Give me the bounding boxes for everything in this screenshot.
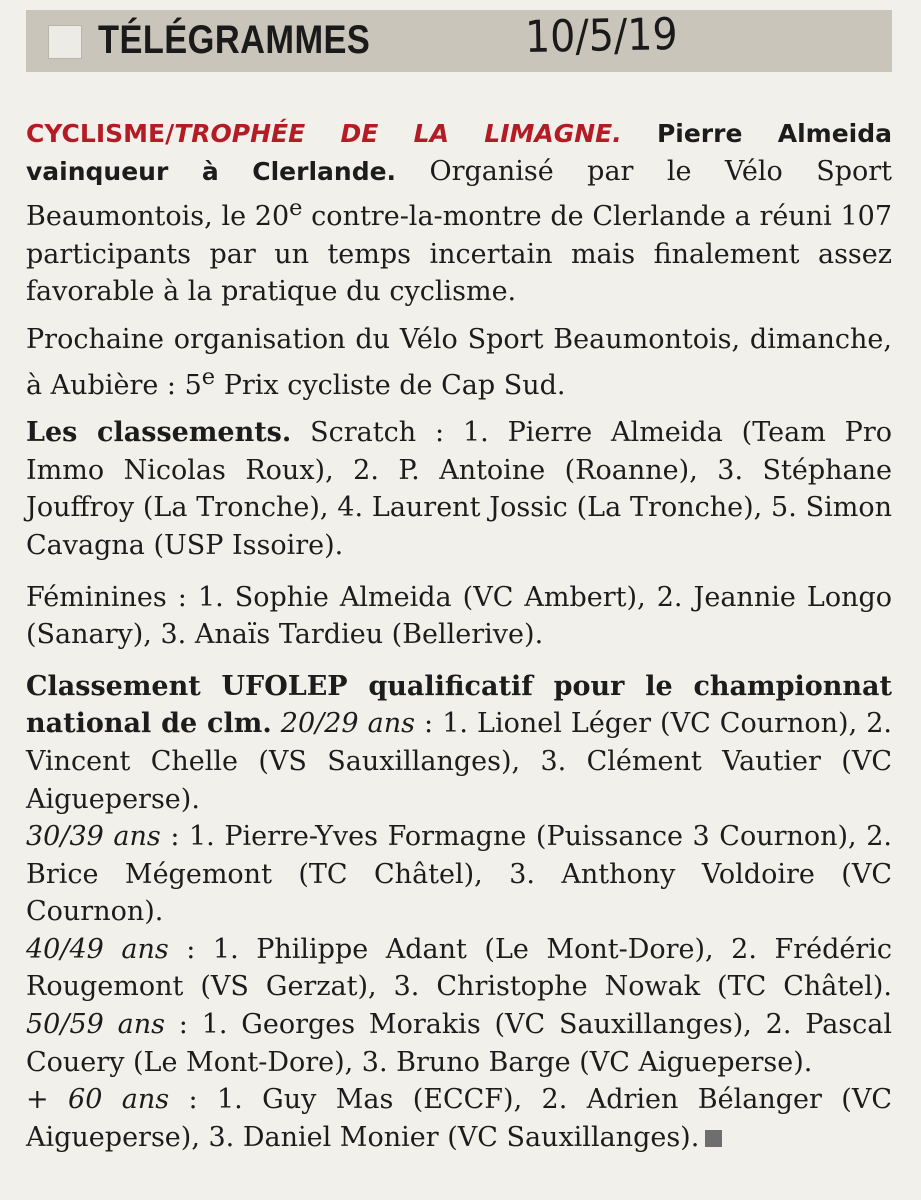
end-of-article-square-icon <box>705 1130 722 1147</box>
ufolep-paragraph <box>26 668 892 818</box>
feminines-paragraph: Féminines : 1. Sophie Almeida (VC Ambert), 2. Jeannie Longo (Sanary), 3. Anaïs Tardieu (Bellerive). <box>26 581 892 651</box>
intro-ordinal: e <box>289 195 303 222</box>
category-40-49: 40/49 ans <box>26 933 169 965</box>
paragraph-30-39 <box>26 818 892 931</box>
scratch-paragraph <box>26 414 892 564</box>
category-50-59: 50/59 ans <box>26 1009 165 1041</box>
rubric: CYCLISME <box>26 119 166 148</box>
results-20-29: : 1. Lionel Léger (VC Cournon), 2. Vincent Chelle (VS Sauxillanges), 3. Clément Vautier (VC Aigueperse). <box>26 708 892 815</box>
next-event-paragraph <box>26 321 892 404</box>
article-body <box>26 115 892 1156</box>
results-40-49: : 1. Philippe Adant (Le Mont-Dore), 2. Frédéric Rougemont (VS Gerzat), 3. Christophe Nowak (TC Châtel). <box>26 933 892 1003</box>
intro-text-rest: contre-la-montre de Clerlande a réuni 107 participants par un temps incertain mais finalement assez favorable à la pratique du cyclisme. <box>26 201 892 308</box>
subrubric: TROPHÉE DE LA LIMAGNE. <box>174 119 622 148</box>
category-20-29: 20/29 ans <box>280 708 415 740</box>
scratch-results: Scratch : 1. Pierre Almeida (Team Pro Immo Nicolas Roux), 2. P. Antoine (Roanne), 3. Stéphane Jouffroy (La Tronche), 4. Laurent Jossic (La Tronche), 5. Simon Cavagna (USP Issoire). <box>26 417 892 561</box>
next-event-ordinal: e <box>201 363 216 390</box>
section-header-band <box>26 10 892 72</box>
classements-lead: Les classements. <box>26 417 292 449</box>
paragraph-60-plus <box>26 1081 892 1156</box>
intro-paragraph <box>26 115 892 311</box>
category-60-plus: + 60 ans <box>26 1084 170 1116</box>
category-30-39: 30/39 ans <box>26 821 161 853</box>
results-50-59: : 1. Georges Morakis (VC Sauxillanges), 2. Pascal Couery (Le Mont-Dore), 3. Bruno Barge (VC Aigueperse). <box>26 1009 892 1078</box>
intro-text: Organisé par le Vélo Sport Beaumontois, le 20 <box>26 155 892 233</box>
headline: Pierre Almeida vainqueur à Clerlande. <box>26 119 892 186</box>
results-60-plus: : 1. Guy Mas (ECCF), 2. Adrien Bélanger (VC Aigueperse), 3. Daniel Monier (VC Sauxillanges). <box>26 1084 892 1153</box>
paragraph-40-59 <box>26 931 892 1081</box>
header-square-icon <box>48 25 82 59</box>
handwritten-date: 10/5/19 <box>524 9 679 63</box>
rubric-separator: / <box>165 119 175 148</box>
next-event-text-rest: Prix cycliste de Cap Sud. <box>215 369 566 401</box>
section-title: TÉLÉGRAMMES <box>98 18 371 62</box>
ufolep-lead: Classement UFOLEP qualificatif pour le championnat national de clm. <box>26 670 892 740</box>
next-event-text: Prochaine organisation du Vélo Sport Beaumontois, dimanche, à Aubière : 5 <box>26 323 892 401</box>
results-30-39: : 1. Pierre-Yves Formagne (Puissance 3 Cournon), 2. Brice Mégemont (TC Châtel), 3. Anthony Voldoire (VC Cournon). <box>26 821 892 928</box>
